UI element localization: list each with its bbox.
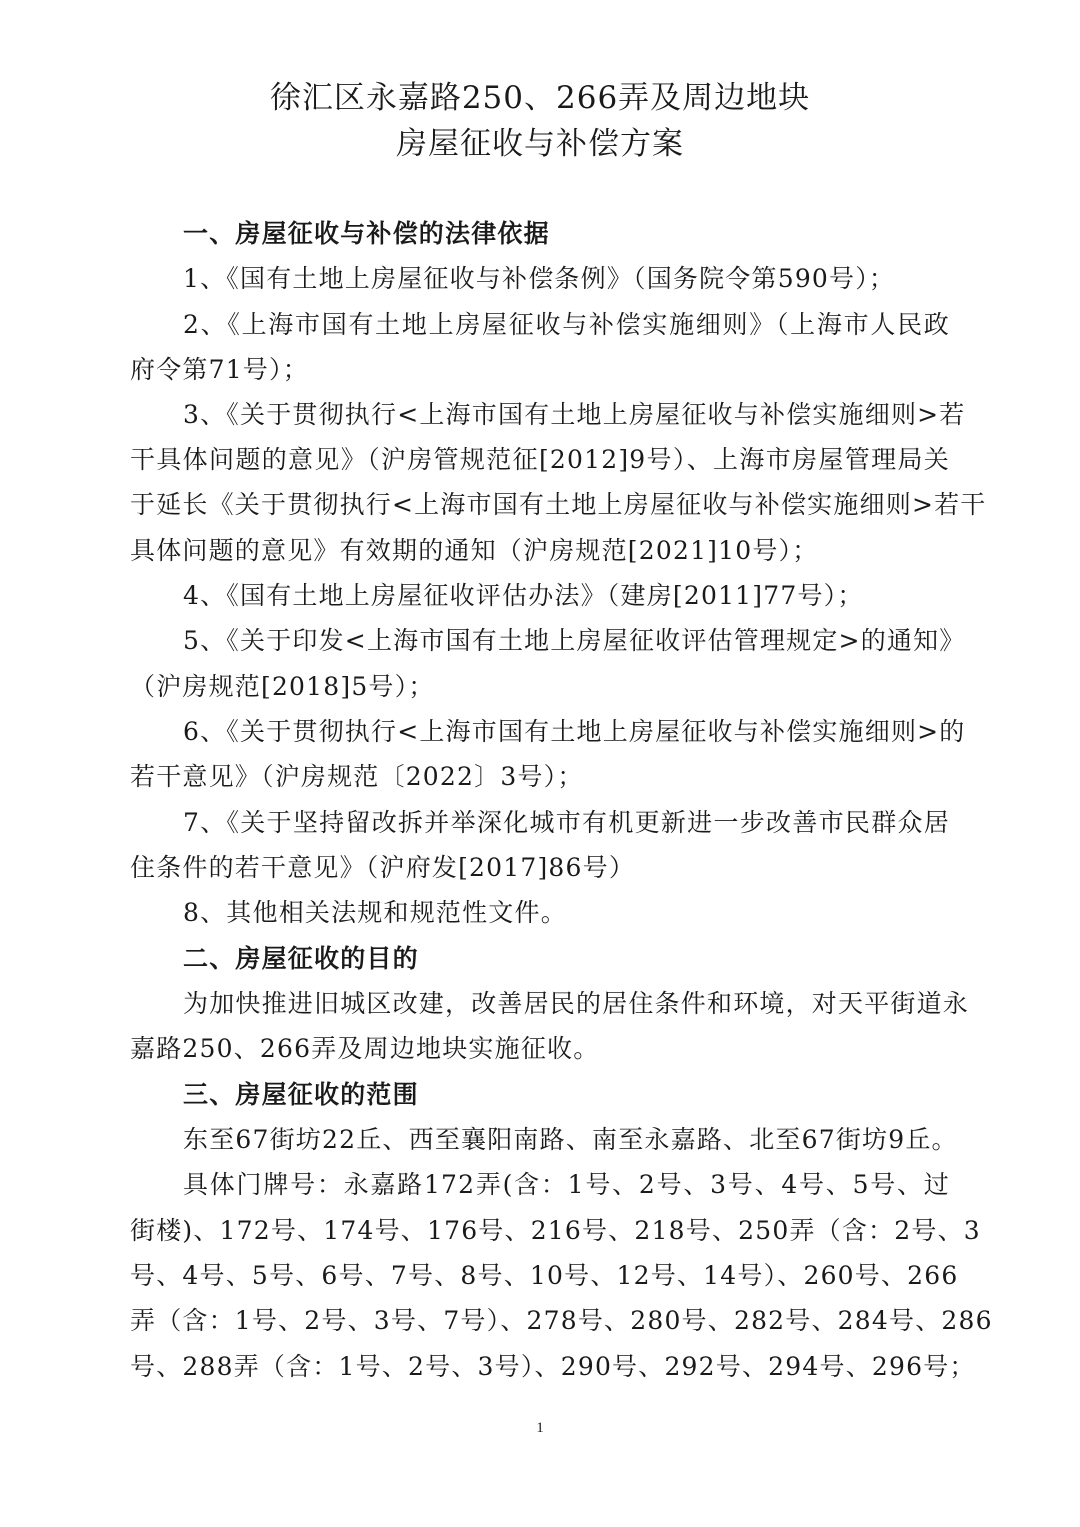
purpose-line-1: 为加快推进旧城区改建，改善居民的居住条件和环境，对天平街道永: [183, 989, 970, 1018]
scope-addresses-line-3: 号、4号、5号、6号、7号、8号、10号、12号、14号）、260号、266: [130, 1261, 959, 1290]
legal-basis-item-5-line-2: （沪房规范[2018]5号）；: [130, 672, 435, 701]
legal-basis-item-3-line-4: 具体问题的意见》有效期的通知（沪房规范[2021]10号）；: [130, 536, 819, 565]
legal-basis-item-3-line-2: 干具体问题的意见》（沪房管规范征[2012]9号）、上海市房屋管理局关: [130, 445, 950, 474]
document-title-line-1: 徐汇区永嘉路250、266弄及周边地块: [269, 80, 811, 116]
legal-basis-item-4: 4、《国有土地上房屋征收评估办法》（建房[2011]77号）；: [183, 581, 864, 610]
legal-basis-item-2-line-1: 2、《上海市国有土地上房屋征收与补偿实施细则》（上海市人民政: [183, 310, 950, 339]
legal-basis-item-1: 1、《国有土地上房屋征收与补偿条例》（国务院令第590号）；: [183, 264, 896, 293]
legal-basis-item-6-line-2: 若干意见》（沪房规范〔2022〕3号）；: [130, 762, 584, 791]
page-number: 1: [536, 1420, 544, 1436]
section-heading-legal-basis: 一、房屋征收与补偿的法律依据: [183, 219, 550, 248]
section-heading-purpose: 二、房屋征收的目的: [183, 944, 419, 973]
legal-basis-item-2-line-2: 府令第71号）；: [130, 355, 309, 384]
legal-basis-item-3-line-3: 于延长《关于贯彻执行<上海市国有土地上房屋征收与补偿实施细则>若干: [130, 490, 987, 519]
legal-basis-item-6-line-1: 6、《关于贯彻执行<上海市国有土地上房屋征收与补偿实施细则>的: [183, 717, 966, 746]
scope-addresses-line-2: 街楼)、172号、174号、176号、216号、218号、250弄（含：2号、3: [130, 1216, 981, 1245]
scope-addresses-line-5: 号、288弄（含：1号、2号、3号）、290号、292号、294号、296号；: [130, 1352, 976, 1381]
scope-addresses-line-4: 弄（含：1号、2号、3号、7号）、278号、280号、282号、284号、286: [130, 1306, 993, 1335]
legal-basis-item-5-line-1: 5、《关于印发<上海市国有土地上房屋征收评估管理规定>的通知》: [183, 626, 966, 655]
section-heading-scope: 三、房屋征收的范围: [183, 1080, 419, 1109]
legal-basis-item-3-line-1: 3、《关于贯彻执行<上海市国有土地上房屋征收与补偿实施细则>若: [183, 400, 966, 429]
legal-basis-item-7-line-2: 住条件的若干意见》（沪府发[2017]86号）: [130, 853, 636, 882]
legal-basis-item-7-line-1: 7、《关于坚持留改拆并举深化城市有机更新进一步改善市民群众居: [183, 808, 950, 837]
scope-boundaries: 东至67街坊22丘、西至襄阳南路、南至永嘉路、北至67街坊9丘。: [183, 1125, 958, 1154]
purpose-line-2: 嘉路250、266弄及周边地块实施征收。: [130, 1034, 600, 1063]
document-title-line-2: 房屋征收与补偿方案: [396, 126, 684, 162]
scope-addresses-line-1: 具体门牌号：永嘉路172弄(含：1号、2号、3号、4号、5号、过: [183, 1170, 950, 1199]
legal-basis-item-8: 8、其他相关法规和规范性文件。: [183, 898, 567, 927]
